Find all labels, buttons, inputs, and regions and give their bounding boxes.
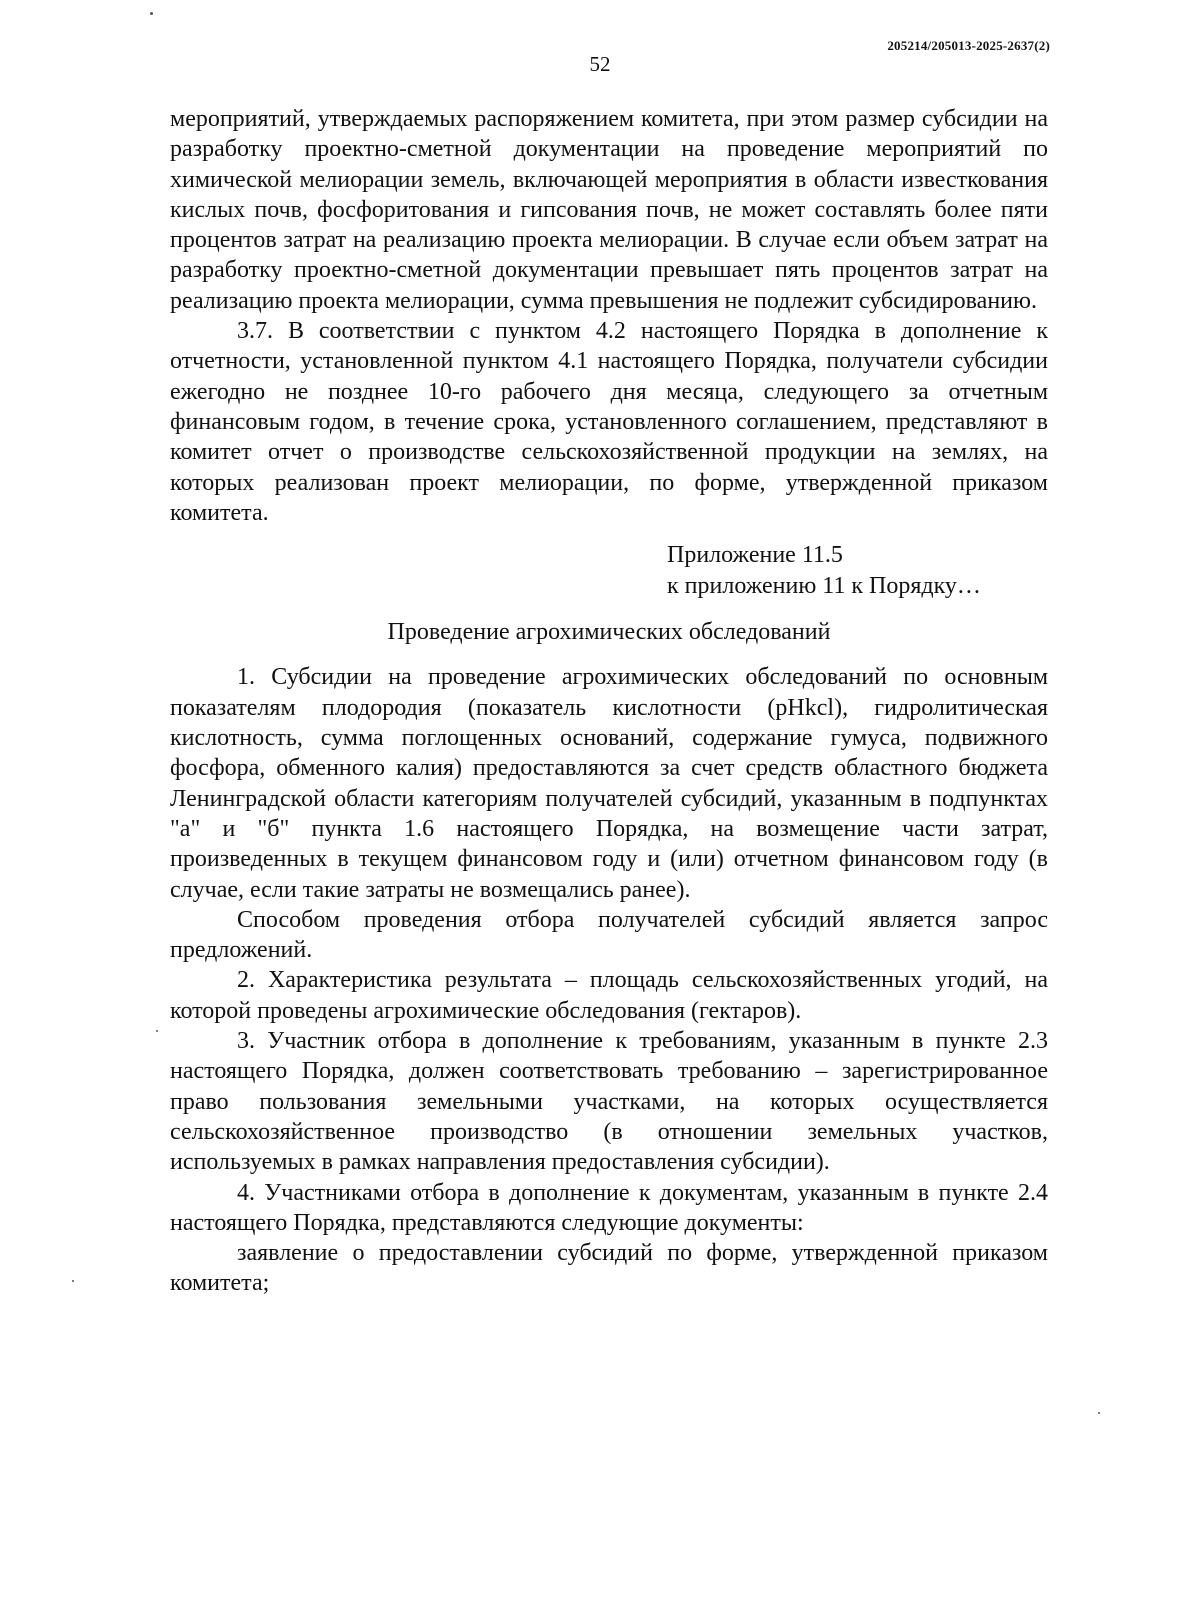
item-2: 2. Характеристика результата – площадь сельскохозяйственных угодий, на которой проведены агрохимические обследования (гектаров). — [170, 967, 1048, 1024]
item-1: 1. Субсидии на проведение агрохимических обследований по основным показателям плодородия (показатель кислотности (pHkcl), гидролитическая кислотность, сумма поглощенных оснований, содержание гумуса, подвижного фосфора, обменного калия) предоставляются за счет средств областного бюджета Ленинградской области категориям получателей субсидий, указанным в подпунктах "а" и "б" пункта 1.6 настоящего Порядка, на возмещение части затрат, произведенных в текущем финансовом году и (или) отчетном финансовом году (в случае, если такие затраты не возмещались ранее). — [170, 664, 1048, 903]
appendix-heading — [667, 540, 1048, 602]
scan-speck — [1098, 1412, 1100, 1414]
scan-speck — [156, 1030, 158, 1032]
appendix-number: Приложение 11.5 — [667, 542, 843, 569]
item-4: 4. Участниками отбора в дополнение к документам, указанным в пункте 2.4 настоящего Порядка, представляются следующие документы: — [170, 1179, 1048, 1236]
document-registration-number: 205214/205013-2025-2637(2) — [887, 38, 1050, 53]
item-3: 3. Участник отбора в дополнение к требованиям, указанным в пункте 2.3 настоящего Порядка, должен соответствовать требованию – зарегистрированное право пользования земельными участками, на которых осуществляется сельскохозяйственное производство (в отношении земельных участков, используемых в рамках направления предоставления субсидии). — [170, 1028, 1048, 1176]
appendix-reference: к приложению 11 к Порядку… — [667, 573, 981, 600]
scan-speck — [72, 1280, 74, 1282]
paragraph-continuation: мероприятий, утверждаемых распоряжением комитета, при этом размер субсидии на разработку проектно-сметной документации на проведение мероприятий по химической мелиорации земель, включающей мероприятия в области известкования кислых почв, фосфоритования и гипсования почв, не может составлять более пяти процентов затрат на реализацию проекта мелиорации. В случае если объем затрат на разработку проектно-сметной документации превышает пять процентов затрат на реализацию проекта мелиорации, сумма превышения не подлежит субсидированию. — [170, 106, 1048, 314]
scan-speck — [150, 12, 153, 15]
item-1-selection-method: Способом проведения отбора получателей субсидий является запрос предложений. — [170, 906, 1048, 964]
document-body — [170, 104, 1048, 1299]
page-number: 52 — [589, 52, 611, 76]
section-title: Проведение агрохимических обследований — [387, 619, 831, 646]
item-4-application: заявление о предоставлении субсидий по форме, утвержденной приказом комитета; — [170, 1240, 1048, 1297]
paragraph-3-7: 3.7. В соответствии с пунктом 4.2 настоящего Порядка в дополнение к отчетности, установленной пунктом 4.1 настоящего Порядка, получатели субсидии ежегодно не позднее 10-го рабочего дня месяца, следующего за отчетным финансовым годом, в течение срока, установленного соглашением, представляют в комитет отчет о производстве сельскохозяйственной продукции на землях, на которых реализован проект мелиорации, по форме, утвержденной приказом комитета. — [170, 318, 1048, 526]
